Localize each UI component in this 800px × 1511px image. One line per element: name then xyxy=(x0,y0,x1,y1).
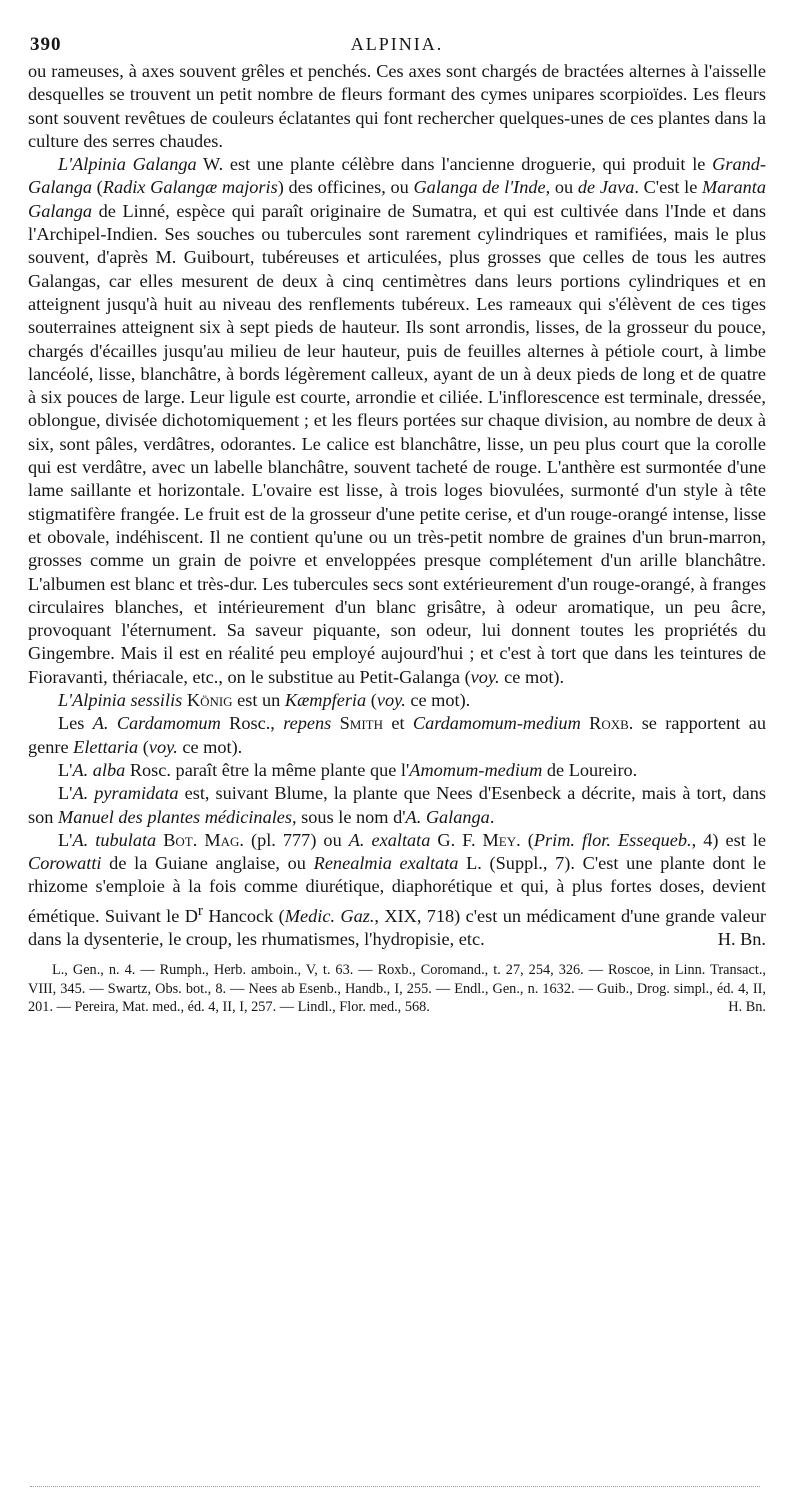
text-run: . xyxy=(489,806,495,827)
species-name: A. exaltata xyxy=(348,829,431,850)
text-run: , 4) est le xyxy=(691,829,766,850)
superscript: r xyxy=(197,901,203,919)
text-run: (pl. 777) ou xyxy=(243,829,349,850)
paragraph-7 xyxy=(28,829,766,952)
author-abbrev: König xyxy=(182,690,233,711)
references-text xyxy=(28,961,766,1017)
text-run: , sous le nom d' xyxy=(292,806,406,827)
species-name: Amomum-medium xyxy=(409,759,543,780)
italic-term: Manuel des plantes médicinales xyxy=(57,806,293,827)
document-page xyxy=(28,26,766,1017)
text-run: se rapportent au genre xyxy=(28,713,766,757)
text-run: . C'est le xyxy=(634,177,703,198)
text-run: W. est une plante célèbre dans l'ancienne droguerie, qui produit le xyxy=(196,154,713,175)
text-run: et xyxy=(382,713,413,734)
italic-term: Corowatti xyxy=(28,853,102,874)
italic-term: voy. xyxy=(148,736,178,757)
text-run: de la Guiane anglaise, ou xyxy=(101,853,314,874)
article-body xyxy=(28,60,766,951)
text-run: ( xyxy=(520,829,534,850)
species-name: repens xyxy=(283,713,332,734)
paragraph-4 xyxy=(28,712,766,759)
text-run: , ou xyxy=(545,177,578,198)
italic-term: Radix Galangæ majoris xyxy=(102,177,278,198)
author-abbrev: Roxb. xyxy=(580,713,634,734)
text-run: ce mot). xyxy=(499,666,565,687)
references xyxy=(28,961,766,1017)
italic-term: Medic. Gaz. xyxy=(284,905,375,926)
text-run: L. (Suppl., 7). C'est une plante dont le rhizome s'emploie à la fois comme diurétique, diaphorétique et qui, à plus fortes doses, devient émétique. Suivant le D xyxy=(28,853,766,926)
paragraph-2 xyxy=(28,153,766,689)
species-name: L'Alpinia sessilis xyxy=(58,690,183,711)
references-body: L., Gen., n. 4. — Rumph., Herb. amboin., V, t. 63. — Roxb., Coromand., t. 27, 254, 326. — Roscoe, in Linn. Transact., VIII, 345. — Swartz, Obs. bot., 8. — Nees ab Esenb., Handb., I, 255. — Endl., Gen., n. 1632. — Guib., Drog. simpl., éd. 4, II, 201. — Pereira, Mat. med., éd. 4, II, I, 257. — Lindl., Flor. med., 568. xyxy=(28,962,766,1016)
text-run: de Linné, espèce qui paraît originaire de Sumatra, et qui est cultivée dans l'Inde et dans l'Archipel-Indien. Ses souches ou tubercules sont rarement cylindriques et ramifiées, mais le plus souvent, d'après M. Guibourt, tubéreuses et articulées, plus grosses que celles de tous les autres Galangas, car elles mesurent de deux à cinq centimètres dans leurs portions cylindriques et en atteignent jusqu'à huit au niveau des renflements tubéreux. Les rameaux qui s'élèvent de ces tiges souterraines atteignent six à sept pieds de hauteur. Ils sont arrondis, lisses, de la grosseur du pouce, chargés d'écailles jusqu'au milieu de leur hauteur, puis de feuilles alternes à pétiole court, à limbe lancéolé, lisse, blanchâtre, à bords légèrement calleux, ayant de un à deux pieds de long et de quatre à six pouces de large. Leur ligule est courte, arrondie et ciliée. L'inflorescence est terminale, dressée, oblongue, divisée dichotomiquement ; et les fleurs portées sur chaque division, au nombre de deux à six, sont pâles, verdâtres, odorantes. Le calice est blanchâtre, lisse, un peu plus court que la corolle qui est verdâtre, avec un labelle blanchâtre, souvent tacheté de rouge. L'anthère est surmontée d'une lame saillante et horizontale. L'ovaire est lisse, à trois loges biovulées, surmonté d'un style à tête stigmatifère frangée. Le fruit est de la grosseur d'une petite cerise, et d'un rouge-orangé intense, lisse et obovale, indéhiscent. Il ne contient qu'une ou un très-petit nombre de graines d'un brun-marron, grosses comme un grain de poivre et enveloppées presque complétement d'un arille blanchâtre. L'albumen est blanc et très-dur. Les tubercules secs sont extérieurement d'un rouge-orangé, à franges circulaires blanches, et intérieurement d'un blanc grisâtre, à odeur aromatique, un peu âcre, provoquant l'éternument. Sa saveur piquante, son odeur, lui donnent toutes les propriétés du Gingembre. Mais il est en réalité peu employé aujourd'hui ; et c'est à tort que dans les teintures de Fioravanti, thériacale, etc., on le substitue au Petit-Galanga ( xyxy=(28,200,766,687)
author-signature: H. Bn. xyxy=(717,929,766,950)
running-title: ALPINIA. xyxy=(350,34,444,54)
text-run: L' xyxy=(58,829,73,850)
species-name: A. alba xyxy=(72,759,126,780)
text-run: ) des officines, ou xyxy=(277,177,414,198)
species-name: A. tubulata xyxy=(72,829,157,850)
species-name: A. Cardamomum xyxy=(92,713,221,734)
italic-term: Prim. flor. Essequeb. xyxy=(533,829,692,850)
italic-term: de Java xyxy=(577,177,635,198)
text-run: est un xyxy=(232,690,285,711)
text-run: , XIX, 718) c'est un médicament d'une grande valeur dans la dysenterie, le croup, les rhumatismes, l'hydropisie, etc. xyxy=(28,905,766,950)
text-run: Rosc., xyxy=(220,713,284,734)
italic-term: voy. xyxy=(376,690,406,711)
italic-term: Galanga de l'Inde xyxy=(413,177,546,198)
paragraph-3 xyxy=(28,689,766,712)
italic-term: Grand-Galanga xyxy=(28,154,766,198)
text-run: de Loureiro. xyxy=(542,759,638,780)
text-run: ce mot). xyxy=(405,690,471,711)
author-abbrev: Bot. Mag. xyxy=(156,829,244,850)
species-name: A. pyramidata xyxy=(72,783,179,804)
references-signature: H. Bn. xyxy=(728,999,766,1016)
species-name: Maranta Galanga xyxy=(28,177,766,221)
species-name: L'Alpinia Galanga xyxy=(58,154,197,175)
text-run: Hancock ( xyxy=(202,905,285,926)
text-run: est, suivant Blume, la plante que Nees d'Esenbeck a décrite, mais à tort, dans son xyxy=(28,783,766,827)
paragraph-1: ou rameuses, à axes souvent grêles et penchés. Ces axes sont chargés de bractées alternes à l'aisselle desquelles se trouvent un petit nombre de fleurs formant des cymes unipares scorpioïdes. Les fleurs sont souvent revêtues de couleurs éclatantes qui font rechercher quelques-unes de ces plantes dans la culture des serres chaudes. xyxy=(28,61,766,151)
page-header xyxy=(28,26,766,60)
page-number: 390 xyxy=(30,34,62,55)
text-run: ( xyxy=(91,177,103,198)
bottom-dotted-rule xyxy=(30,1486,760,1487)
paragraph-6 xyxy=(28,782,766,829)
species-name: A. Galanga xyxy=(405,806,490,827)
text-run: L' xyxy=(58,759,73,780)
text-run: ( xyxy=(138,736,149,757)
author-abbrev: G. F. Mey. xyxy=(430,829,521,850)
text-run: ce mot). xyxy=(177,736,243,757)
text-run: Les xyxy=(58,713,93,734)
paragraph-5 xyxy=(28,759,766,782)
text-run: ( xyxy=(366,690,377,711)
species-name: Renealmia exaltata xyxy=(313,853,459,874)
species-name: Kæmpferia xyxy=(284,690,367,711)
text-run: L' xyxy=(58,783,73,804)
italic-term: voy. xyxy=(470,666,500,687)
text-run: Rosc. paraît être la même plante que l' xyxy=(125,759,410,780)
species-name: Elettaria xyxy=(73,736,139,757)
species-name: Cardamomum-medium xyxy=(412,713,581,734)
author-abbrev: Smith xyxy=(331,713,383,734)
